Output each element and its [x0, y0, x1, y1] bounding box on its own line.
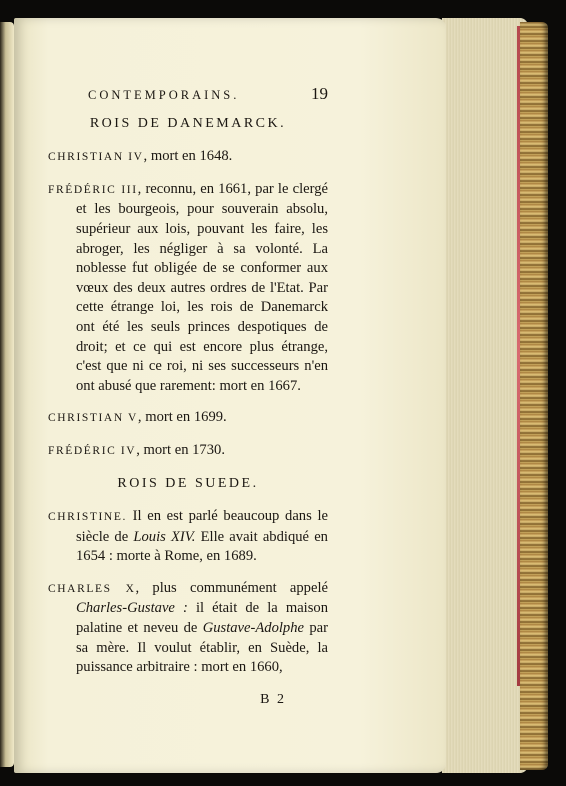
page-number: 19 — [311, 84, 328, 103]
page-text — [48, 84, 328, 709]
entry-italic: Louis XIV. — [133, 528, 196, 545]
entry-body: , reconnu, en 1661, par le clergé et les bourgeois, pour souverain absolu, supérieur aux lois, pouvant les faire, les abroger, les négliger à sa volonté. La noblesse fut obligée de se conformer aux vœux des deux autres ordres de l'Etat. Par cette étrange loi, les rois de Danemarck ont été les seuls princes despotiques de droit; et ce qui est encore plus étrange, c'est que ni ce roi, ni ses successeurs n'en ont abusé que rarement: mort en 1667. — [76, 180, 328, 394]
entry — [48, 441, 328, 462]
signature-mark: B 2 — [260, 691, 286, 707]
entry-name: CHRISTIAN V — [48, 412, 138, 425]
gilt-fore-edge — [520, 22, 548, 770]
entry-body: Il en est parlé beaucoup dans le siècle de — [76, 508, 328, 545]
running-title: CONTEMPORAINS. — [88, 88, 240, 102]
entry — [48, 579, 328, 678]
entry — [48, 507, 328, 567]
entry — [48, 180, 328, 397]
entry-body: Elle avait abdiqué en 1654 : morte à Rome, en 1689. — [76, 528, 328, 565]
page-stack — [442, 18, 528, 773]
entry-body: il était de la maison palatine et neveu de — [76, 600, 328, 637]
entry-body: , plus communément appelé — [135, 579, 328, 596]
entry-body: , mort en 1699. — [137, 409, 227, 426]
facing-page-edge — [0, 22, 14, 767]
entry-body: par sa mère. Il voulut établir, en Suède, la puissance arbitraire : mort en 1660, — [76, 620, 328, 676]
entry — [48, 147, 328, 168]
entry-italic: Gustave-Adolphe — [202, 620, 305, 637]
section-title: ROIS DE DANEMARCK. — [89, 115, 287, 131]
entry-name: CHRISTINE. — [48, 511, 127, 524]
entry-name: FRÉDÉRIC IV — [48, 444, 137, 457]
section-title: ROIS DE SUEDE. — [117, 475, 259, 491]
entry-name: CHRISTIAN IV — [48, 151, 144, 164]
running-header — [48, 84, 328, 106]
entry — [48, 408, 328, 429]
entry-body: , mort en 1730. — [136, 441, 225, 458]
entry-name: FRÉDÉRIC III — [48, 183, 138, 196]
entry-italic: Charles-Gustave : — [76, 600, 188, 617]
entry-name: CHARLES X — [48, 582, 136, 595]
entry-body: , mort en 1648. — [143, 148, 233, 165]
